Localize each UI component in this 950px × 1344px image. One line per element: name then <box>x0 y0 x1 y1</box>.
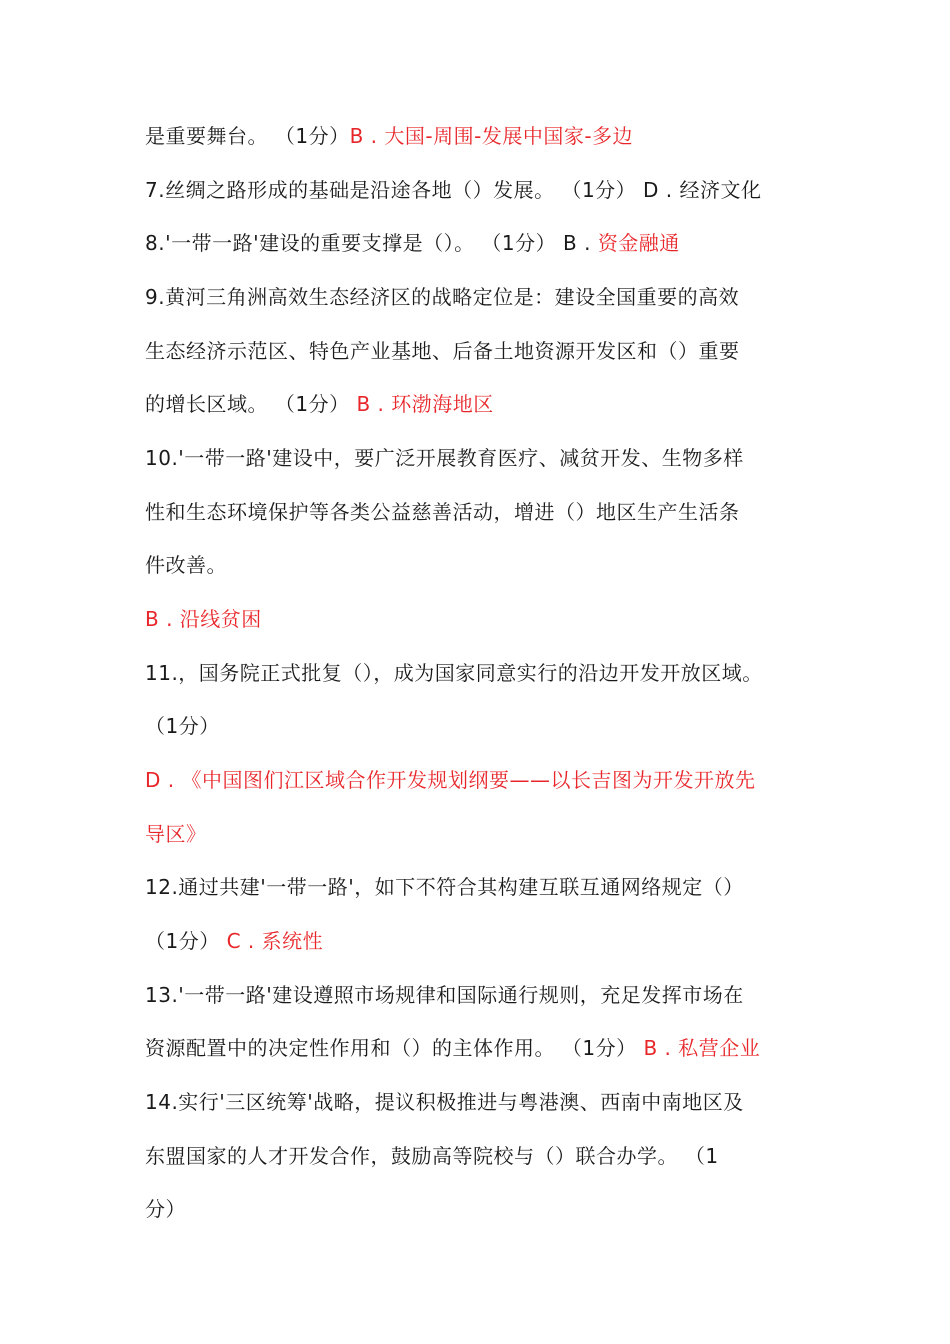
text-line <box>145 337 740 365</box>
answer-text: B . 私营企业 <box>643 1036 761 1060</box>
question-text: （1分） <box>145 929 227 953</box>
question-text: 10.'一带一路'建设中，要广泛开展教育医疗、减贫开发、生物多样 <box>145 446 744 470</box>
question-text: 生态经济示范区、特色产业基地、后备土地资源开发区和（）重要 <box>145 339 740 363</box>
question-text: 的增长区域。 （1分） <box>145 392 357 416</box>
question-text: 是重要舞台。 （1分） <box>145 124 350 148</box>
text-line <box>145 176 762 204</box>
text-line <box>145 1195 186 1223</box>
question-text: 性和生态环境保护等各类公益慈善活动，增进（）地区生产生活条 <box>145 500 740 524</box>
question-text: 件改善。 <box>145 553 227 577</box>
question-text: 13.'一带一路'建设遵照市场规律和国际通行规则，充足发挥市场在 <box>145 983 744 1007</box>
question-text: 分） <box>145 1197 186 1221</box>
answer-text: D . 《中国图们江区域合作开发规划纲要——以长吉图为开发开放先 <box>145 768 756 792</box>
text-line <box>145 873 744 901</box>
question-text: 14.实行'三区统筹'战略，提议积极推进与粤港澳、西南中南地区及 <box>145 1090 744 1114</box>
text-line <box>145 659 763 687</box>
question-text: 东盟国家的人才开发合作，鼓励高等院校与（）联合办学。 （1 <box>145 1144 719 1168</box>
text-line <box>145 820 207 848</box>
text-line <box>145 229 680 257</box>
text-line <box>145 605 262 633</box>
text-line <box>145 1034 760 1062</box>
text-line <box>145 390 494 418</box>
question-text: 12.通过共建'一带一路'，如下不符合其构建互联互通网络规定（） <box>145 875 744 899</box>
text-line <box>145 927 323 955</box>
answer-text: 导区》 <box>145 822 207 846</box>
text-line <box>145 981 744 1009</box>
question-text: 11.，国务院正式批复（），成为国家同意实行的沿边开发开放区域。 <box>145 661 763 685</box>
text-line <box>145 712 220 740</box>
question-text: 8.'一带一路'建设的重要支撑是（）。 （1分） B . <box>145 231 598 255</box>
text-line <box>145 1088 744 1116</box>
answer-text: B . 大国-周围-发展中国家-多边 <box>349 124 634 148</box>
answer-text: C . 系统性 <box>226 929 324 953</box>
question-text: 资源配置中的决定性作用和（）的主体作用。 （1分） <box>145 1036 644 1060</box>
text-line <box>145 1142 719 1170</box>
text-line <box>145 551 227 579</box>
text-line <box>145 444 744 472</box>
text-line <box>145 283 739 311</box>
question-text: 9.黄河三角洲高效生态经济区的战略定位是：建设全国重要的高效 <box>145 285 740 309</box>
answer-text: 资金融通 <box>597 231 680 255</box>
answer-text: B . 环渤海地区 <box>356 392 494 416</box>
text-line <box>145 766 755 794</box>
text-line <box>145 122 633 150</box>
question-text: （1分） <box>145 714 220 738</box>
text-line <box>145 498 740 526</box>
answer-text: B . 沿线贫困 <box>145 607 262 631</box>
question-text: 7.丝绸之路形成的基础是沿途各地（）发展。 （1分） D . 经济文化 <box>145 178 762 202</box>
